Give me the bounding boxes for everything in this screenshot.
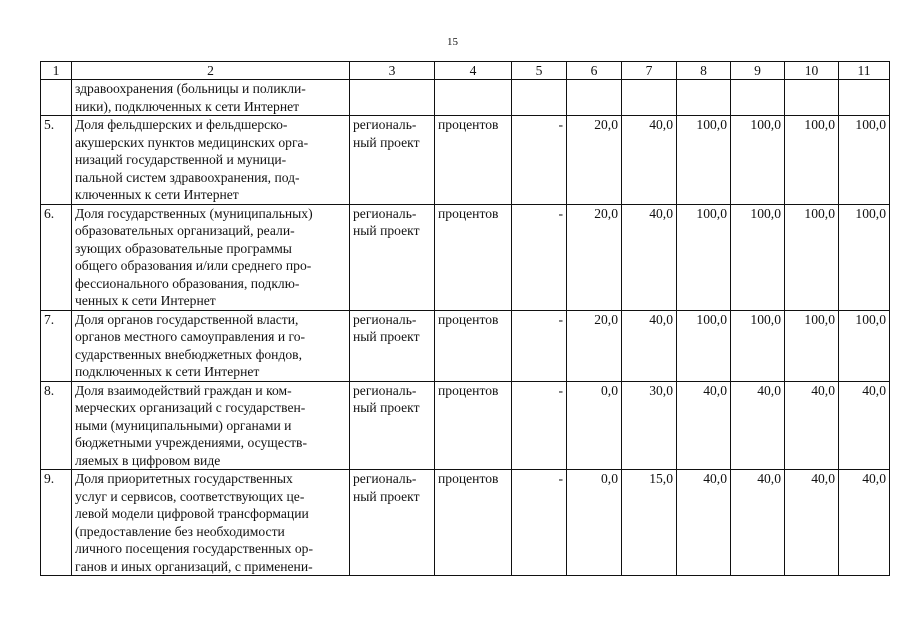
column-header: 8 [677, 62, 731, 80]
indicator-name-line: Доля фельдшерских и фельдшерско- [75, 117, 288, 132]
indicator-name [72, 116, 350, 205]
indicator-name-line: зующих образовательные программы [75, 240, 292, 256]
value-cell: 100,0 [677, 310, 731, 381]
row-number: 7. [41, 310, 72, 381]
value-cell: 20,0 [567, 310, 622, 381]
value-cell: 40,0 [677, 470, 731, 576]
value-cell: 30,0 [622, 381, 677, 470]
indicator-source [350, 204, 435, 310]
indicator-source-line: ный проект [353, 329, 420, 344]
value-cell [731, 80, 785, 116]
indicator-source [350, 80, 435, 116]
table-row [41, 116, 890, 205]
indicator-source-line: региональ- [353, 382, 417, 398]
indicator-name-line: ченных к сети Интернет [75, 293, 216, 308]
indicator-name-line: Доля приоритетных государственных [75, 471, 293, 486]
indicator-source [350, 470, 435, 576]
value-cell: 0,0 [567, 381, 622, 470]
value-cell [839, 80, 890, 116]
indicator-source [350, 310, 435, 381]
value-cell: 0,0 [567, 470, 622, 576]
base-value-cell: - [512, 310, 567, 381]
indicator-name [72, 310, 350, 381]
column-header: 2 [72, 62, 350, 80]
value-cell: 20,0 [567, 116, 622, 205]
column-header: 7 [622, 62, 677, 80]
unit-cell: процентов [435, 310, 512, 381]
value-cell: 100,0 [677, 204, 731, 310]
value-cell [677, 80, 731, 116]
indicator-name-line: образовательных организаций, реали- [75, 223, 295, 238]
base-value-cell: - [512, 470, 567, 576]
indicator-source-line: региональ- [353, 311, 417, 327]
indicator-source-line: региональ- [353, 471, 417, 486]
row-number: 9. [41, 470, 72, 576]
indicator-name-line: ганов и иных организаций, с применени- [75, 558, 313, 574]
indicator-source [350, 381, 435, 470]
column-header: 11 [839, 62, 890, 80]
table-row [41, 204, 890, 310]
value-cell: 15,0 [622, 470, 677, 576]
indicator-name-line: акушерских пунктов медицинских орга- [75, 134, 309, 150]
indicator-source-line: региональ- [353, 117, 417, 132]
indicator-name-line: органов местного самоуправления и го- [75, 329, 306, 344]
indicator-source [350, 116, 435, 205]
indicator-name-line: ляемых в цифровом виде [75, 452, 221, 468]
indicator-name-line: сударственных внебюджетных фондов, [75, 346, 302, 362]
row-number: 6. [41, 204, 72, 310]
base-value-cell: - [512, 116, 567, 205]
indicator-name [72, 80, 350, 116]
value-cell: 40,0 [785, 381, 839, 470]
value-cell: 100,0 [677, 116, 731, 205]
table-row [41, 310, 890, 381]
indicator-name-line: фессионального образования, подклю- [75, 275, 300, 291]
unit-cell [435, 80, 512, 116]
value-cell: 40,0 [622, 310, 677, 381]
column-header: 10 [785, 62, 839, 80]
indicator-name-line: (предоставление без необходимости [75, 523, 285, 539]
indicator-name [72, 470, 350, 576]
value-cell: 40,0 [622, 204, 677, 310]
column-header: 9 [731, 62, 785, 80]
base-value-cell: - [512, 204, 567, 310]
value-cell: 100,0 [839, 310, 890, 381]
indicator-source-line: ный проект [353, 134, 420, 150]
indicator-name-line: ными (муниципальными) органами и [75, 417, 292, 433]
indicator-name-line: бюджетными учреждениями, осуществ- [75, 435, 307, 450]
value-cell: 100,0 [785, 310, 839, 381]
value-cell: 100,0 [785, 204, 839, 310]
row-number: 8. [41, 381, 72, 470]
indicator-name-line: личного посещения государственных ор- [75, 541, 314, 556]
column-header: 1 [41, 62, 72, 80]
value-cell: 20,0 [567, 204, 622, 310]
indicator-name-line: пальной систем здравоохранения, под- [75, 169, 300, 185]
unit-cell: процентов [435, 470, 512, 576]
indicator-name-line: мерческих организаций с государствен- [75, 400, 306, 415]
table-row [41, 80, 890, 116]
indicator-name-line: ники), подключенных к сети Интернет [75, 98, 300, 114]
indicator-name-line: общего образования и/или среднего про- [75, 258, 312, 273]
column-header: 6 [567, 62, 622, 80]
indicator-name [72, 204, 350, 310]
value-cell [622, 80, 677, 116]
table-row [41, 381, 890, 470]
indicator-source-line: региональ- [353, 205, 417, 221]
base-value-cell [512, 80, 567, 116]
indicator-name [72, 381, 350, 470]
indicator-name-line: Доля органов государственной власти, [75, 311, 299, 327]
indicator-name-line: низаций государственной и муници- [75, 152, 287, 167]
indicator-source-line: ный проект [353, 400, 420, 415]
value-cell [785, 80, 839, 116]
value-cell: 100,0 [839, 204, 890, 310]
value-cell: 100,0 [731, 310, 785, 381]
unit-cell: процентов [435, 204, 512, 310]
indicator-name-line: подключенных к сети Интернет [75, 364, 260, 379]
value-cell: 40,0 [677, 381, 731, 470]
value-cell: 100,0 [839, 116, 890, 205]
indicator-name-line: услуг и сервисов, соответствующих це- [75, 488, 305, 504]
indicator-name-line: Доля государственных (муниципальных) [75, 205, 313, 221]
value-cell: 100,0 [785, 116, 839, 205]
value-cell: 100,0 [731, 116, 785, 205]
value-cell: 40,0 [785, 470, 839, 576]
indicator-source-line: ный проект [353, 488, 420, 504]
column-number-row [41, 62, 890, 80]
page-number: 15 [447, 36, 458, 48]
row-number [41, 80, 72, 116]
value-cell: 40,0 [622, 116, 677, 205]
indicator-source-line: ный проект [353, 223, 420, 238]
value-cell: 100,0 [731, 204, 785, 310]
indicator-name-line: здравоохранения (больницы и поликли- [75, 81, 306, 96]
table-row [41, 470, 890, 576]
value-cell: 40,0 [839, 470, 890, 576]
indicator-name-line: левой модели цифровой трансформации [75, 506, 309, 521]
row-number: 5. [41, 116, 72, 205]
value-cell: 40,0 [731, 381, 785, 470]
column-header: 4 [435, 62, 512, 80]
unit-cell: процентов [435, 381, 512, 470]
value-cell: 40,0 [839, 381, 890, 470]
unit-cell: процентов [435, 116, 512, 205]
value-cell: 40,0 [731, 470, 785, 576]
indicator-name-line: Доля взаимодействий граждан и ком- [75, 382, 292, 398]
indicator-name-line: ключенных к сети Интернет [75, 187, 239, 202]
column-header: 5 [512, 62, 567, 80]
base-value-cell: - [512, 381, 567, 470]
column-header: 3 [350, 62, 435, 80]
value-cell [567, 80, 622, 116]
indicators-table [40, 61, 890, 576]
